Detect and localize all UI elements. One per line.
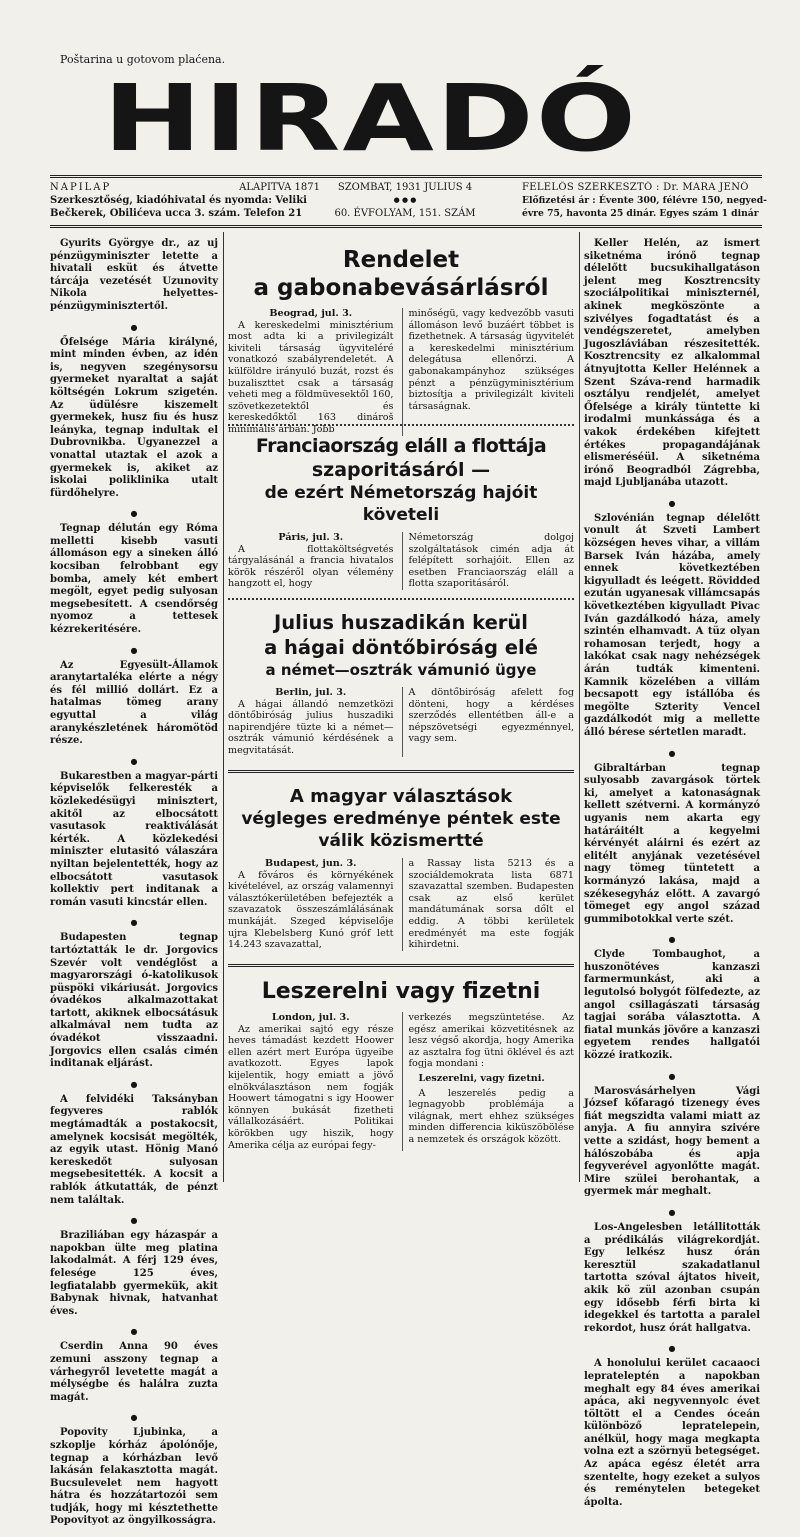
article-text: A hágai állandó nemzetközi döntőbiróság julius huszadiki napirendjére tüzte ki a német—osztrák vámunió kérdésének a megvitatását. <box>228 698 394 756</box>
paper-type: NAPILAP <box>50 182 112 193</box>
article-text: Az amerikai sajtó egy része heves támadást kezdett Hoower ellen azért mert Európa ügyeibe avatkozott. Egyes lapok kijelentik, hogy emiatt a jövő elnökválasztáson nem fogják Hoowert támogatni s igy Hoower könnyen bukását fizetheti vállalkozásáért. Politikai körökben ugy hiszik, hogy Amerika célja az európai fegy- <box>228 1023 394 1151</box>
meta-right <box>522 181 767 220</box>
editor: FELELŐS SZERKESZTŐ : Dr. MARA JENŐ <box>522 182 749 193</box>
stars: ● ● ● <box>393 196 417 204</box>
article-text: verkezés megszüntetése. Az egész amerikai közvetitésnek az lesz végső akordja, hogy Amerika az asztalra fog ütni öklével és azt fogja mondani : <box>408 1012 574 1070</box>
article-text: A főváros és környékének kivételével, az ország valamennyi választókerületében befejezték a szavazatok összeszámlálásának munkáját. Szeged képviselője ujra Klebelsberg Kunó gróf lett 14.243 szavazattal, <box>228 869 394 951</box>
headline-line: szaporitásáról — <box>311 459 491 481</box>
article-gabona <box>228 246 574 436</box>
news-item: A felvidéki Taksányban fegyveres rablók megtámadták a postakocsit, amelynek kocsisát megölték, az egyik utast. Hönig Manó kereskedőt sulyosan megsebesitették. A kocsit a rablók átkutatták, de pénzt nem találtak. <box>50 1093 218 1206</box>
right-column: Keller Helén, az ismert siketnéma irónő tegnap délelőtt bucsukihallgatáson jelent meg Kosztrencsity szociálpolitikai miniszternél, akinek megköszönte a szivélyes fogadtatást és a vendégszeretet, amelyben Jugoszláviában részesitették. Kosztrencsity ez alkalommal átnyujtotta Keller Helénnek a Szent Száva-rend harmadik osztályu rendjelét, amelyet Őfelsége a király tüntette ki irodalmi munkássága és a vakok érdekében kifejtett értékes propagandájának elismeréséül. A siketnéma irónő Beogradból Zágrebba, majd Ljubljanába utazott. ● Szlovénián tegnap délelőtt vonult át Szveti Lambert községen heves vihar, a villám Barsek Iván házába, amely ennek következtében kigyulladt és leégett. Rövidded ezután ugyanesak villámcsapás következtében kigyulladt Pivac Iván gazdálkodó háza, amely szintén elhamvadt. A tüz olyan rohamosan terjedt, hogy a lakókat csak nagy nehézségek árán tudták kimenteni. Kamnik közelében a villám becsapott egy istállóba és megölte Szterity Vencel gazdálkodót mig a mellette álló bérese sértetlen maradt. ● Gibraltárban tegnap sulyosabb zavargások törtek ki, amelyet a katonaságnak kellett szétverni. A kormányzó ugyanis nem akarta egy határáitélt a kegyelmi kérvényét aláirni és ezért az elitélt anyjának vezetésével nagy tömeg tüntetett a kormányzó lakása, majd a székesegyház előtt. A zavargó tömeget egy angol század gummibotokkal verte szét. ● Clyde Tombaughot, a huszonötéves kanzaszi farmermunkást, aki a legutolsó bolygót fölfedezte, az angol csillagászati társaság tagjai sorába választotta. A fiatal munkás jövőre a kanzaszi egyetem rendes hallgatói közzé iratkozik. ● Marosvásárhelyen Vági József kőfaragó tizenegy éves fiát megszidta valami miatt az anyja. A fiu annyira szivére vette a szidást, hogy bement a hálószobába és apja fegyverével agyonlőtte magát. Mire szülei berohantak, a gyermek már meghalt. ● Los-Angelesben letállitották a prédikálás világrekordját. Egy lelkész husz órán keresztül szakadatlanul tartotta szóval ájtatos hiveit, akik kö zül azonban csupán egy idősebb férfi birta ki idegekkel és tartotta a paralel rekordot, husz órát hallgatva. ● A honolului kerület cacaaoci leprateleptén a napokban meghalt egy 84 éves amerikai apáca, aki negyvennyolc évet töltött el a Cendes óceán különböző lepratelepein, anélkül, hogy maga megkapta volna ezt a szörnyü betegséget. Az apáca egész életét arra szentelte, hogy ezeket a sulyos és reménytelen betegeket ápolta. <box>584 238 760 1508</box>
headline-line: Rendelet <box>342 247 460 273</box>
article-leszerelni <box>228 978 574 1151</box>
issue-date: SZOMBAT, 1931 JULIUS 4 <box>337 182 473 193</box>
masthead-title: HIRADÓ <box>103 64 639 172</box>
news-item: Gibraltárban tegnap sulyosabb zavargások törtek ki, amelyet a katonaságnak kellett szétverni. A kormányzó ugyanis nem akarta egy határáitélt a kegyelmi kérvényét aláirni és ezért az elitélt anyjának vezetésével nagy tömeg tüntetett a kormányzó lakása, majd a székesegyház előtt. A zavargó tömeget egy angol század gummibotokkal verte szét. <box>584 762 760 925</box>
article-divider <box>228 424 574 426</box>
news-item: Keller Helén, az ismert siketnéma irónő tegnap délelőtt bucsukihallgatáson jelent meg Kosztrencsity szociálpolitikai miniszternél, akinek megköszönte a szivélyes fogadtatást és a vendégszeretet, amelyben Jugoszláviában részesitették. Kosztrencsity ez alkalommal átnyujtotta Keller Helénnek a Szent Száva-rend harmadik osztályu rendjelét, amelyet Őfelsége a király tüntette ki irodalmi munkássága és a vakok érdekében kifejtett értékes propagandájának elismeréséül. A siketnéma irónő Beogradból Zágrebba, majd Ljubljanába utazott. <box>584 238 760 489</box>
news-item: Los-Angelesben letállitották a prédikálás világrekordját. Egy lelkész husz órán keresztül szakadatlanul tartotta szóval ájtatos hiveit, akik kö zül azonban csupán egy idősebb férfi birta ki idegekkel és tartotta a paralel rekordot, husz órát hallgatva. <box>584 1221 760 1334</box>
founded: ALAPITVA 1871 <box>239 182 320 193</box>
headline-line: a német—osztrák vámunió ügye <box>265 661 537 679</box>
volume: 60. ÉVFOLYAM, 151. SZÁM <box>334 208 476 219</box>
headline-line: válik közismertté <box>318 831 484 851</box>
subscription-line-1: Előfizetési ár : Évente 300, félévre 150, negyed- <box>522 195 767 206</box>
news-item: Őfelsége Mária királyné, mint minden évben, az idén is, negyven szegénysorsu gyermeket nyaraltat a saját költségén Lokrum szigetén. Az üdülésre kiszemelt gyermekek, husz fiu és husz leányka, tegnap indultak el Dubrovnikba. Ugyanezzel a vonattal utaztak el azok a gyermekek is, akiket az iskolai poliklinika utalt fürdőhelyre. <box>50 336 218 499</box>
headline-line: Julius huszadikán kerül <box>274 611 528 634</box>
meta-center <box>330 181 480 220</box>
headline-line: a gabonabevásárlásról <box>253 275 549 301</box>
article-text: A kereskedelmi minisztérium most adta ki a privilegizált kiviteli társaság ügyviteléré vonatkozó szabályrendeletét. A külföldre irányuló buzát, rozst és buzaliszttet csak a társaság veheti meg a földmüvesektől 160, szövetkezetektől és kereskedőktől 163 dinároš minimális árban. Jobb <box>228 319 394 435</box>
news-item: Tegnap délután egy Róma melletti kisebb vasuti állomáson egy a sineken álló kocsiban felrobbant egy bomba, amely két embert megölt, egyet pedig sulyosan megsebesített. A csendőrség nyomoz a tettesek kézrekeritésére. <box>50 523 218 636</box>
news-item: Szlovénián tegnap délelőtt vonult át Szveti Lambert községen heves vihar, a villám Barsek Iván házába, amely ennek következtében kigyulladt és leégett. Rövidded ezután ugyanesak villámcsapás következtében kigyulladt Pivac Iván gazdálkodó háza, amely szintén elhamvadt. A tüz olyan rohamosan terjedt, hogy a lakókat csak nagy nehézségek árán tudták kimenteni. Kamnik közelében a villám becsapott egy istállóba és megölte Szterity Vencel gazdálkodót mig a mellette álló bérese sértetlen maradt. <box>584 512 760 738</box>
headline-line: követeli <box>362 505 440 525</box>
dateline: Beograd, jul. 3. <box>269 308 353 319</box>
article-text: a Rassay lista 5213 és a szociáldemokrata lista 6871 szavazattal szemben. Budapesten csak az első kerület mandátumának sorsa dőlt el eddig. A többi kerületek eredményét ma este fogják kihirdetni. <box>402 858 575 951</box>
headline-line: Leszerelni vagy fizetni <box>261 979 541 1004</box>
article-text: minőségü, vagy kedvezőbb vasuti állomáson levő buzáért többet is fizethetnek. A társaság ügyvitelét a kereskedelmi minisztérium delegátusa ellenőrzi. A gabonakampányhoz szükséges pénzt a pénzügyminisztérium biztosítja a privilegizált kiviteli társaságnak. <box>402 308 575 436</box>
headline-line: de ezért Németország hajóit <box>264 483 538 503</box>
postage-note: Poštarina u gotovom plaćena. <box>60 53 226 66</box>
article-divider <box>228 598 574 600</box>
headline-line: A magyar választások <box>289 786 513 807</box>
article-divider <box>228 964 574 967</box>
column-rule-left <box>223 232 224 1182</box>
news-item: Marosvásárhelyen Vági József kőfaragó tizenegy éves fiát megszidta valami miatt az anyja. A fiu annyira szivére vette a szidást, hogy bement a hálószobába és apja fegyverével agyonlőtte magát. Mire szülei berohantak, a gyermek már meghalt. <box>584 1085 760 1198</box>
article-haga <box>228 610 574 757</box>
headline-line: Franciaország eláll a flottája <box>255 435 547 457</box>
news-item: Gyurits Györgye dr., az uj pénzügyminiszter letette a hivatali esküt és átvette tárcája vezetését Uzunovity Nikola helyettes-pénzügyminisztertől. <box>50 238 218 312</box>
dateline: Berlin, jul. 3. <box>275 687 347 698</box>
dateline: London, jul. 3. <box>271 1012 350 1023</box>
article-flotta <box>228 434 574 590</box>
column-rule-right <box>579 232 580 1182</box>
news-item: Braziliában egy házaspár a napokban ülte meg platina lakodalmát. A férj 129 éves, felesége 125 éves, legfiatalabb gyermekük, akit Babynak hivnak, hatvanhat éves. <box>50 1230 218 1317</box>
left-column: Gyurits Györgye dr., az uj pénzügyminiszter letette a hivatali esküt és átvette tárcája vezetését Uzunovity Nikola helyettes-pénzügyminisztertől. ● Őfelsége Mária királyné, mint minden évben, az idén is, negyven szegénysorsu gyermeket nyaraltat a saját költségén Lokrum szigetén. Az üdülésre kiszemelt gyermekek, husz fiu és husz leányka, tegnap indultak el Dubrovnikba. Ugyanezzel a vonattal utaztak el azok a gyermekek is, akiket az iskolai poliklinika utalt fürdőhelyre. ● Tegnap délután egy Róma melletti kisebb vasuti állomáson egy a sineken álló kocsiban felrobbant egy bomba, amely két embert megölt, egyet pedig sulyosan megsebesített. A csendőrség nyomoz a tettesek kézrekeritésére. ● Az Egyesült-Államok aranytartaléka elérte a négy és fél millió dollárt. Ez a hatalmas tömeg arany egyuttal a világ aranykészletének háromötöd része. ● Bukarestben a magyar-párti képviselők felkeresték a közlekedésügyi minisztert, akitől az elbocsátott vasutasok reaktiválását kérték. A közlekedési miniszter elutasitó válaszára nyiltan bejelentették, hogy az elbocsátott vasutasok kollektiv pert inditanak a román vasuti kincstár ellen. ● Budapesten tegnap tartóztatták le dr. Jorgovics Szevér volt vendéglőst a magyarországi ó-katolikusok püspöki vikáriusát. Jorgovics óvadékos alkalmazottakat tartott, akiknek elbocsátásuk alkalmával nem tudta az óvadékot visszaadni. Jorgovics ellen csalás cimén inditanak eljárást. ● A felvidéki Taksányban fegyveres rablók megtámadták a postakocsit, amelynek kocsisát megölték, az egyik utast. Hönig Manó kereskedőt sulyosan megsebesitették. A kocsit a rablók átkutatták, de pénzt nem találtak. ● Braziliában egy házaspár a napokban ülte meg platina lakodalmát. A férj 129 éves, felesége 125 éves, legfiatalabb gyermekük, akit Babynak hivnak, hatvanhat éves. ● Cserdin Anna 90 éves zemuni asszony tegnap a várhegyről levetette magát a mélységbe és halálra zuzta magát. ● Popovity Ljubinka, a szkoplje kórház ápolónője, tegnap a kórházban levő lakásán felakasztotta magát. Bucsulevelet nem hagyott hátra és hozzátartozói sem tudják, hogy mi késztethette Popovityot az öngyilkosságra. <box>50 238 218 1527</box>
meta-rule <box>50 225 762 228</box>
publisher-line-1: Szerkesztőség, kiadóhivatal és nyomda: Veliki <box>50 195 307 206</box>
article-text: A flottaköltségvetés tárgyalásánál a francia hivatalos körök részéről olyan vélemény hangzott el, hogy <box>228 543 394 590</box>
article-divider <box>228 770 574 773</box>
article-text: A döntőbiróság afelett fog dönteni, hogy a kérdéses szerződés ellentétben áll-e a népszövetségi egyezménnyel, vagy sem. <box>402 687 575 757</box>
news-item: Popovity Ljubinka, a szkoplje kórház ápolónője, tegnap a kórházban levő lakásán felakasztotta magát. Bucsulevelet nem hagyott hátra és hozzátartozói sem tudják, hogy mi késztethette Popovityot az öngyilkosságra. <box>50 1427 218 1527</box>
publisher-line-2: Bečkerek, Obilićeva ucca 3. szám. Telefon 21 <box>50 208 303 219</box>
dateline: Budapest, jun. 3. <box>265 858 357 869</box>
dateline: Páris, jul. 3. <box>278 532 344 543</box>
news-item: A honolului kerület cacaaoci leprateleptén a napokban meghalt egy 84 éves amerikai apáca, aki negyvennyolc évet töltött el a Cendes óceán különböző lepratelepein, anélkül, hogy maga megkapta volna ezt a szörnyü betegséget. Az apáca egész életét arra szentelte, hogy ezeket a sulyos és reménytelen betegeket ápolta. <box>584 1358 760 1508</box>
headline-line: végleges eredménye péntek este <box>241 809 561 829</box>
news-item: Clyde Tombaughot, a huszonötéves kanzaszi farmermunkást, aki a legutolsó bolygót fölfedezte, az angol csillagászati társaság tagjai sorába választotta. A fiatal munkás jövőre a kanzaszi egyetem rendes hallgatói közzé iratkozik. <box>584 949 760 1062</box>
article-text: Németország dolgoj szolgáltatások cimén adja át felépített sorhajóit. Ellen az esetben Franciaország eláll a flotta szaporitásáról. <box>402 532 575 590</box>
subscription-line-2: évre 75, havonta 25 dinár. Egyes szám 1 dinár <box>522 208 759 219</box>
article-text: A leszerelés pedig a legnagyobb problémája a világnak, mert ehhez szükséges minden differencia kiküszöbölése a nemzetek és országok között. <box>408 1087 574 1145</box>
article-valasztasok <box>228 786 574 951</box>
news-item: Budapesten tegnap tartóztatták le dr. Jorgovics Szevér volt vendéglőst a magyarországi ó-katolikusok püspöki vikáriusát. Jorgovics óvadékos alkalmazottakat tartott, akiknek elbocsátásuk alkalmával nem tudta az óvadékot visszaadni. Jorgovics ellen csalás cimén inditanak eljárást. <box>50 932 218 1070</box>
news-item: Cserdin Anna 90 éves zemuni asszony tegnap a várhegyről levetette magát a mélységbe és halálra zuzta magát. <box>50 1341 218 1403</box>
subheading: Leszerelni, vagy fizetni. <box>418 1072 545 1084</box>
news-item: Az Egyesült-Államok aranytartaléka elérte a négy és fél millió dollárt. Ez a hatalmas tömeg arany egyuttal a világ aranykészletének háromötöd része. <box>50 659 218 747</box>
masthead-rule <box>50 175 762 178</box>
news-item: Bukarestben a magyar-párti képviselők felkeresték a közlekedésügyi minisztert, akitől az elbocsátott vasutasok reaktiválását kérték. A közlekedési miniszter elutasitó válaszára nyiltan bejelentették, hogy az elbocsátott vasutasok kollektiv pert inditanak a román vasuti kincstár ellen. <box>50 770 218 908</box>
headline-line: a hágai döntőbiróság elé <box>264 636 538 659</box>
meta-left <box>50 181 320 220</box>
